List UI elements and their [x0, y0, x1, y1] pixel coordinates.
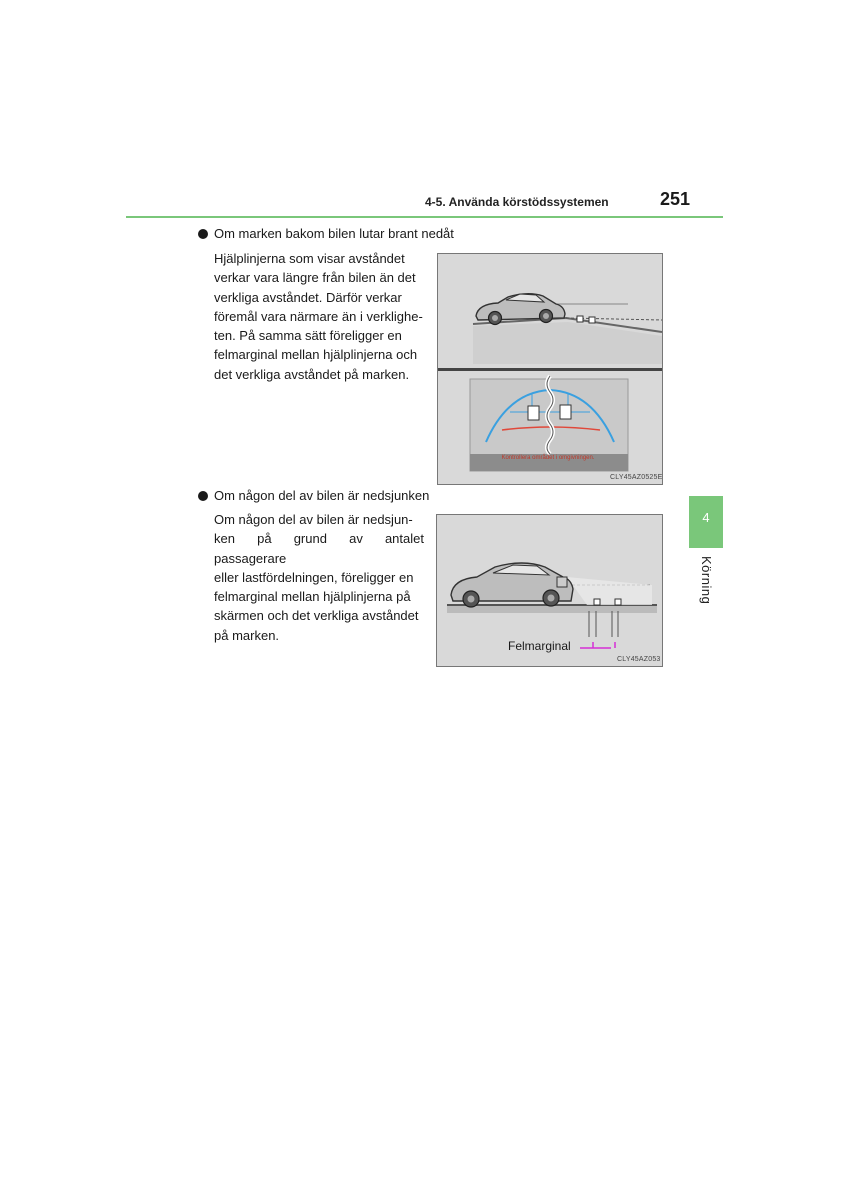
camera-box: [557, 577, 567, 587]
car-side-icon: [476, 294, 565, 325]
car-side-icon: [451, 563, 573, 607]
bullet-heading: Om marken bakom bilen lutar brant nedåt: [214, 226, 454, 241]
text-line: det verkliga avståndet på marken.: [214, 366, 410, 382]
chapter-number: 4: [702, 510, 710, 525]
text-line: felmarginal mellan hjälplinjerna på: [214, 589, 411, 605]
bullet-item-slope: [198, 226, 454, 241]
marker-block: [589, 317, 595, 323]
bullet-heading: Om någon del av bilen är nedsjunken: [214, 488, 430, 503]
text-line: föremål vara närmare än i verklighe-: [214, 308, 423, 324]
error-margin-bracket: [580, 642, 615, 648]
figure-code: CLY45AZ053: [617, 656, 661, 663]
text-line: Om någon del av bilen är nedsjun-: [214, 512, 413, 527]
chapter-tab: [689, 496, 723, 548]
section-title: 4-5. Använda körstödssystemen: [425, 195, 609, 209]
text-line: på marken.: [214, 627, 280, 643]
text-line: skärmen och det verkliga avståndet: [214, 608, 419, 624]
marker-block: [577, 316, 583, 322]
bullet-icon: [198, 491, 208, 501]
object-block: [528, 406, 539, 420]
figure-slope: [437, 253, 663, 485]
text-line: verkliga avståndet. Därför verkar: [214, 289, 402, 305]
paragraph-slope: [214, 249, 424, 384]
slope-illustration: [438, 254, 662, 484]
bullet-item-sunken: [198, 488, 429, 503]
chapter-label: Körning: [699, 556, 714, 605]
marker-block: [615, 599, 621, 605]
screen-warning-text: Kontrollera området i omgivningen.: [501, 455, 595, 461]
text-line: eller lastfördelningen, föreligger en: [214, 569, 414, 585]
text-line: ten. På samma sätt föreligger en: [214, 328, 402, 344]
bullet-icon: [198, 229, 208, 239]
error-margin-label: Felmarginal: [508, 639, 571, 653]
figure-code: CLY45AZ0525E: [610, 474, 663, 481]
text-line: Hjälplinjerna som visar avståndet: [214, 251, 405, 266]
text-line: felmarginal mellan hjälplinjerna och: [214, 347, 418, 363]
marker-block: [594, 599, 600, 605]
panel-divider: [438, 368, 662, 371]
page-number: 251: [659, 189, 690, 209]
object-block: [560, 405, 571, 419]
header-divider: [126, 216, 723, 218]
camera-view-cone: [567, 577, 652, 605]
text-line: verkar vara längre från bilen än det: [214, 270, 416, 286]
paragraph-sunken: [214, 510, 424, 645]
text-line: ken på grund av antalet passagerare: [214, 531, 424, 566]
